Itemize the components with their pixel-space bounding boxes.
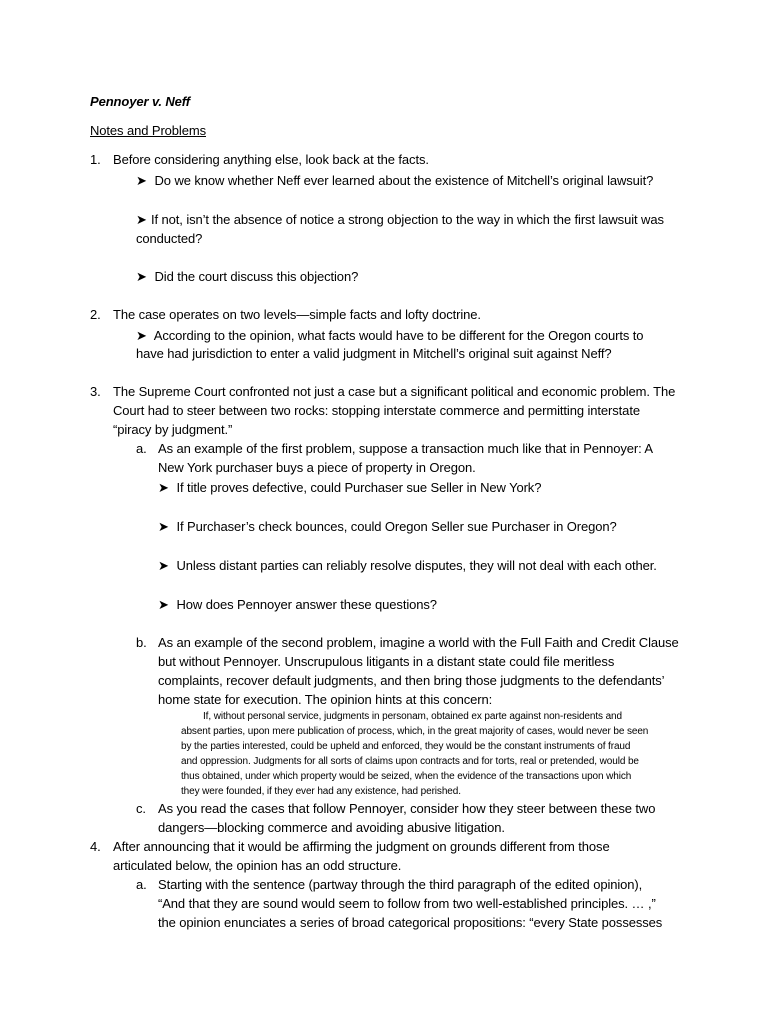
subitem-text: As an example of the second problem, imagine a world with the Full Faith and Credit Clause bbox=[158, 635, 679, 650]
bullet-line: ➤ If Purchaser’s check bounces, could Oregon Seller sue Purchaser in Oregon? bbox=[158, 519, 617, 534]
bullet-line: conducted? bbox=[136, 231, 203, 246]
item-text: The Supreme Court confronted not just a case but a significant political and economic problem. The bbox=[113, 384, 676, 399]
item-text: Court had to steer between two rocks: stopping interstate commerce and permitting interstate bbox=[113, 403, 640, 418]
item-text: After announcing that it would be affirming the judgment on grounds different from those bbox=[113, 839, 610, 854]
subitem-text: Starting with the sentence (partway through the third paragraph of the edited opinion), bbox=[158, 877, 643, 892]
bullet-line: ➤ Unless distant parties can reliably resolve disputes, they will not deal with each other. bbox=[158, 558, 657, 573]
bullet-line: have had jurisdiction to enter a valid judgment in Mitchell’s original suit against Neff? bbox=[136, 346, 612, 361]
bullet-line: ➤ Do we know whether Neff ever learned about the existence of Mitchell’s original lawsuit? bbox=[136, 173, 654, 188]
item-text: “piracy by judgment.” bbox=[113, 422, 233, 437]
arrow-bullet-icon: ➤ bbox=[158, 558, 169, 573]
quote-line: absent parties, upon mere publication of process, which, in the great majority of cases, would never be seen bbox=[181, 726, 649, 737]
bullet-line: ➤ If not, isn’t the absence of notice a strong objection to the way in which the first lawsuit was bbox=[136, 212, 664, 227]
item-number: 3. bbox=[90, 384, 101, 399]
arrow-bullet-icon: ➤ bbox=[158, 597, 169, 612]
quote-line: they were founded, if they ever had any existence, had perished. bbox=[181, 786, 461, 797]
quote-line: If, without personal service, judgments in personam, obtained ex parte against non-residents and bbox=[203, 711, 622, 722]
arrow-bullet-icon: ➤ bbox=[136, 212, 147, 227]
arrow-bullet-icon: ➤ bbox=[158, 480, 169, 495]
subitem-text: complaints, recover default judgments, and then bring those judgments to the defendants’ bbox=[158, 673, 665, 688]
bullet-line: ➤ Did the court discuss this objection? bbox=[136, 269, 359, 284]
subitem-text: the opinion enunciates a series of broad categorical propositions: “every State possesses bbox=[158, 915, 663, 930]
subitem-text: but without Pennoyer. Unscrupulous litigants in a distant state could file meritless bbox=[158, 654, 615, 669]
subitem-text: dangers—blocking commerce and avoiding abusive litigation. bbox=[158, 820, 505, 835]
arrow-bullet-icon: ➤ bbox=[158, 519, 169, 534]
subitem-letter: c. bbox=[136, 801, 146, 816]
arrow-bullet-icon: ➤ bbox=[136, 328, 147, 343]
document-title: Pennoyer v. Neff bbox=[90, 94, 191, 109]
subitem-text: As you read the cases that follow Pennoyer, consider how they steer between these two bbox=[158, 801, 656, 816]
item-number: 1. bbox=[90, 152, 101, 167]
item-number: 4. bbox=[90, 839, 101, 854]
subitem-text: New York purchaser buys a piece of property in Oregon. bbox=[158, 460, 476, 475]
item-text: articulated below, the opinion has an odd structure. bbox=[113, 858, 402, 873]
subitem-text: As an example of the first problem, suppose a transaction much like that in Pennoyer: A bbox=[158, 441, 653, 456]
item-text: The case operates on two levels—simple facts and lofty doctrine. bbox=[113, 307, 481, 322]
subitem-text: home state for execution. The opinion hints at this concern: bbox=[158, 692, 493, 707]
arrow-bullet-icon: ➤ bbox=[136, 269, 147, 284]
subitem-text: “And that they are sound would seem to follow from two well-established principles. … ,” bbox=[158, 896, 656, 911]
section-heading: Notes and Problems bbox=[90, 123, 206, 138]
arrow-bullet-icon: ➤ bbox=[136, 173, 147, 188]
quote-line: and oppression. Judgments for all sorts of claims upon contracts and for torts, real or pretended, would be bbox=[181, 756, 639, 767]
bullet-line: ➤ If title proves defective, could Purchaser sue Seller in New York? bbox=[158, 480, 542, 495]
subitem-letter: a. bbox=[136, 877, 147, 892]
subitem-letter: b. bbox=[136, 635, 147, 650]
item-text: Before considering anything else, look back at the facts. bbox=[113, 152, 429, 167]
bullet-line: ➤ How does Pennoyer answer these questions? bbox=[158, 597, 437, 612]
quote-line: by the parties interested, could be upheld and enforced, they would be the constant instruments of fraud bbox=[181, 741, 631, 752]
item-number: 2. bbox=[90, 307, 101, 322]
quote-line: thus obtained, under which property would be seized, when the evidence of the transactions upon which bbox=[181, 771, 632, 782]
subitem-letter: a. bbox=[136, 441, 147, 456]
bullet-line: ➤ According to the opinion, what facts would have to be different for the Oregon courts to bbox=[136, 328, 644, 343]
